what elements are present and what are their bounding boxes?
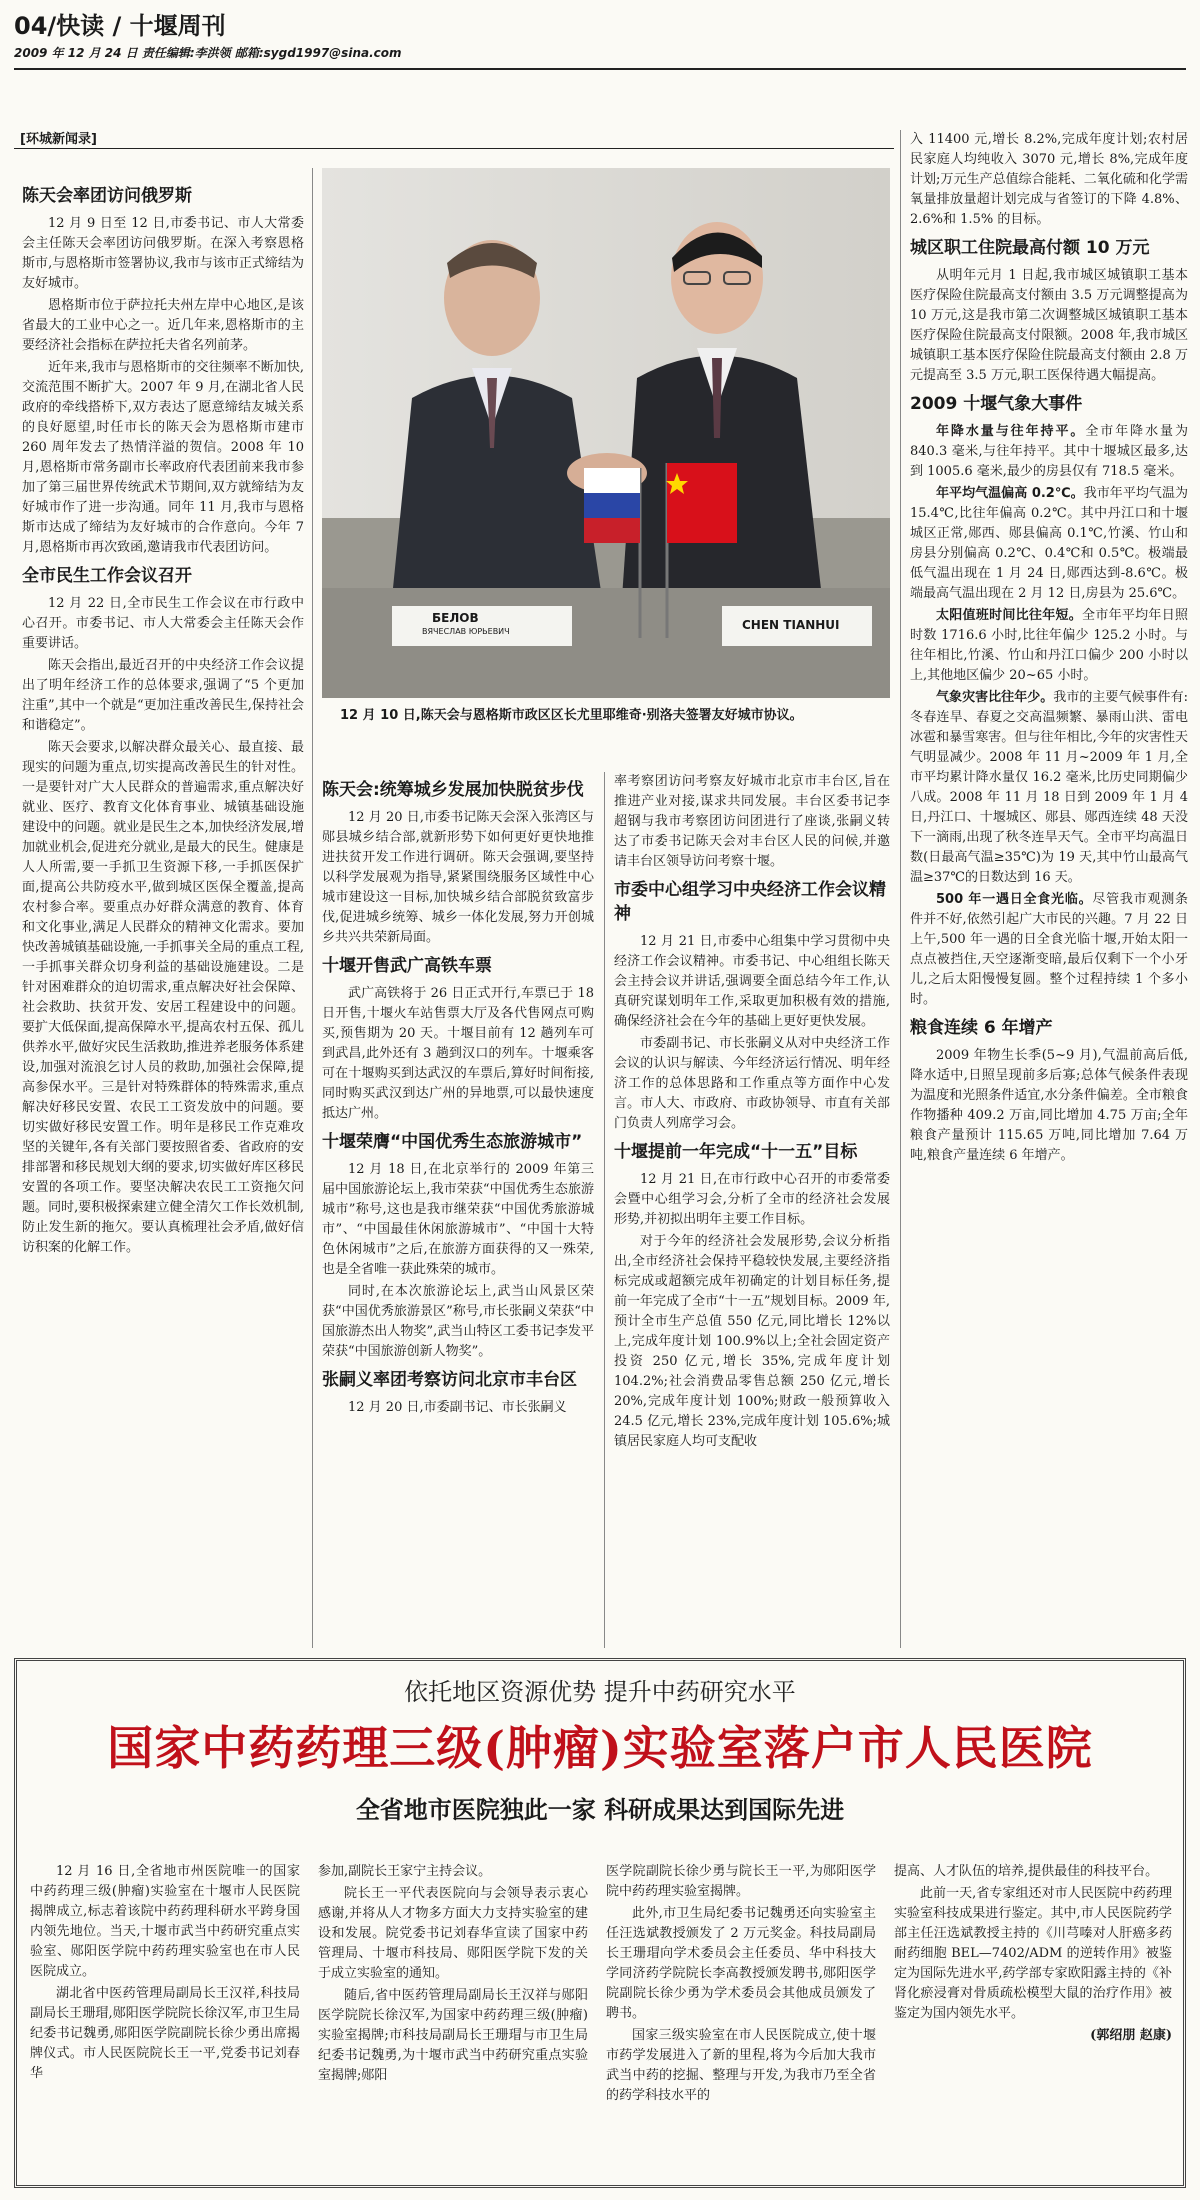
article-paragraph: 入 11400 元,增长 8.2%,完成年度计划;农村居民家庭人均纯收入 3070 元,增长 8%,完成年度计划;万元生产总值综合能耗、二氧化硫和化学需氧量排放量超计划完成与省签订的下降 4.8%、2.6%和 1.5% 的目标。 [910, 132, 1188, 227]
paragraph-text: 尽管我市观测条件并不好,依然引起广大市民的兴趣。7 月 22 日上午,500 年一遇的日全食光临十堰,开始太阳一点点被挡住,天空逐渐变暗,最后仅剩下一个小牙儿,之后太阳慢慢复圆。整个过程持续 1 个多小时。 [910, 892, 1188, 1007]
article-title: 全市民生工作会议召开 [22, 566, 192, 586]
paragraph-text: 我市的主要气候事件有:冬春连旱、春夏之交高温频繁、暴雨山洪、雷电冰雹和暴雪寒害。但与往年相比,今年的灾害性天气明显减少。2008 年 11 月~2009 年 1 月,全市平均累计降水量仅 16.2 毫米,比历史同期偏少八成。2008 年 11 月 18 日到 2009 年 1 月 4 日,丹江口、十堰城区、郧县、郧西连续 48 天没下一滴雨,出现了秋冬连旱天气。全市平均高温日数(日最高气温≥35℃)为 19 天,其中竹山最高气温≥37℃的日数达到 16 天。 [910, 690, 1188, 885]
column-2 [322, 772, 594, 1648]
photo-caption: 12 月 10 日,陈天会与恩格斯市政区区长尤里耶维奇·别洛夫签署友好城市协议。 [340, 708, 803, 723]
article-paragraph: 湖北省中医药管理局副局长王汉祥,科技局副局长王珊瑁,郧阳医学院院长徐汉军,市卫生局纪委书记魏勇,郧阳医学院副院长徐少勇出席揭牌仪式。市人民医院院长王一平,党委书记刘春华 [30, 1986, 300, 2081]
article-paragraph: 12 月 9 日至 12 日,市委书记、市人大常委会主任陈天会率团访问俄罗斯。在深入考察恩格斯市,与恩格斯市签署协议,我市与该市正式缔结为友好城市。 [22, 216, 304, 291]
lead-in: 气象灾害比往年少。 [936, 690, 1054, 705]
lead-in: 500 年一遇日全食光临。 [936, 892, 1093, 907]
article-paragraph: 12 月 20 日,市委书记陈天会深入张湾区与郧县城乡结合部,就新形势下如何更好更快地推进扶贫开发工作进行调研。陈天会强调,要坚持以科学发展观为指导,紧紧围绕服务区域性中心城市建设这一目标,加快城乡结合部脱贫致富步伐,促进城乡统筹、城乡一体化发展,努力开创城乡共兴共荣新局面。 [322, 810, 594, 945]
article-paragraph: 市委副书记、市长张嗣义从对中央经济工作会议的认识与解读、今年经济运行情况、明年经济工作的总体思路和工作重点等方面作中心发言。市人大、市政府、市政协领导、市直有关部门负责人列席学习会。 [614, 1036, 890, 1131]
page-title: 04/快读 / 十堰周刊 [14, 12, 226, 40]
column-4 [910, 130, 1188, 1648]
feature-column-2 [318, 1862, 588, 2178]
article-paragraph [910, 484, 1188, 604]
article-title: 张嗣义率团考察访问北京市丰台区 [322, 1370, 577, 1390]
feature-kicker: 依托地区资源优势 提升中药研究水平 [404, 1678, 796, 1706]
article-paragraph: 参加,副院长王家宁主持会议。 [318, 1864, 492, 1879]
nameplate-left-sub: ВЯЧЕСЛАВ ЮРЬЕВИЧ [422, 627, 510, 636]
paragraph-text: 全市年降水量为 840.3 毫米,与往年持平。其中十堰城区最多,达到 1005.6 毫米,最少的房县仅有 718.5 毫米。 [910, 424, 1188, 479]
article-paragraph: 随后,省中医药管理局副局长王汉祥与郧阳医学院院长徐汉军,为国家中药药理三级(肿瘤)实验室揭牌;市科技局副局长王珊瑁与市卫生局纪委书记魏勇,为十堰市武当中药研究重点实验室揭牌;郧阳 [318, 1988, 588, 2083]
article-paragraph: 近年来,我市与恩格斯市的交往频率不断加快,交流范围不断扩大。2007 年 9 月,在湖北省人民政府的牵线搭桥下,双方表达了愿意缔结友城关系的良好愿望,时任市长的陈天会为恩格斯市建市 260 周年发去了热情洋溢的贺信。2008 年 10 月,恩格斯市常务副市长率政府代表团前来我市参加了第三届世界传统武术节期间,双方就缔结为友好城市作了进一步沟通。同年 11 月,我市与恩格斯市达成了缔结为友好城市的合作意向。今年 7 月,恩格斯市再次致函,邀请我市代表团访问。 [22, 360, 304, 555]
nameplate-left: БЕЛОВ [432, 611, 479, 625]
article-paragraph: 提高、人才队伍的培养,提供最佳的科技平台。 [894, 1864, 1159, 1879]
column-3 [614, 772, 890, 1648]
article-paragraph: 同时,在本次旅游论坛上,武当山风景区荣获“中国优秀旅游景区”称号,市长张嗣义荣获“中国旅游杰出人物奖”,武当山特区工委书记李发平荣获“中国旅游创新人物奖”。 [322, 1284, 594, 1359]
article-title: 市委中心组学习中央经济工作会议精神 [614, 880, 886, 924]
article-paragraph [910, 890, 1188, 1010]
feature-headline: 国家中药药理三级(肿瘤)实验室落户市人民医院 [107, 1721, 1093, 1775]
column-divider [900, 130, 901, 1648]
article-paragraph: 从明年元月 1 日起,我市城区城镇职工基本医疗保险住院最高支付额由 3.5 万元调整提高为 10 万元,这是我市第二次调整城区城镇职工基本医疗保险住院最高支付限额。2008 年,我市城区城镇职工基本医疗保险住院最高支付额由 2.8 万元提高至 3.5 万元,职工医保待遇大幅提高。 [910, 268, 1188, 383]
paragraph-text: 全市年平均年日照时数 1716.6 小时,比往年偏少 125.2 小时。与往年相比,竹溪、竹山和丹江口偏少 200 小时以上,其他地区偏少 20~65 小时。 [910, 608, 1188, 683]
masthead [14, 4, 1186, 66]
article-paragraph: 率考察团访问考察友好城市北京市丰台区,旨在推进产业对接,谋求共同发展。丰台区委书记李超钢与我市考察团访问团进行了座谈,张嗣义转达了市委书记陈天会对丰台区人民的问候,并邀请丰台区领导访问考察十堰。 [614, 774, 890, 869]
news-photo [322, 168, 890, 698]
article-paragraph: 陈天会指出,最近召开的中央经济工作会议提出了明年经济工作的总体要求,强调了“5 个更加注重”,其中一个就是“更加注重改善民生,保持社会和谐稳定”。 [22, 658, 304, 733]
article-paragraph [910, 688, 1188, 888]
feature-subhead: 全省地市医院独此一家 科研成果达到国际先进 [355, 1796, 845, 1824]
article-paragraph: 12 月 20 日,市委副书记、市长张嗣义 [348, 1400, 567, 1415]
lead-in: 太阳值班时间比往年短。 [936, 608, 1083, 623]
header-rule [14, 68, 1186, 70]
article-paragraph: 12 月 16 日,全省地市州医院唯一的国家中药药理三级(肿瘤)实验室在十堰市人民医院揭牌成立,标志着该院中药药理科研水平跨身国内领先地位。当天,十堰市武当中药研究重点实验室、郧阳医学院中药药理实验室也在市人民医院成立。 [30, 1864, 300, 1979]
article-title: 城区职工住院最高付额 10 万元 [910, 238, 1150, 258]
article-paragraph [910, 422, 1188, 482]
article-paragraph: 此外,市卫生局纪委书记魏勇还向实验室主任汪选斌教授颁发了 2 万元奖金。科技局副局长王珊瑁向学术委员会主任委员、华中科技大学同济药学院院长李高教授颁发聘书,郧阳医学院副院长徐少勇为学术委员会其他成员颁发了聘书。 [606, 1906, 876, 2021]
article-paragraph: 2009 年物生长季(5~9 月),气温前高后低,降水适中,日照呈现前多后寡;总体气候条件表现为温度和光照条件适宜,水分条件偏差。全市粮食作物播种 409.2 万亩,同比增加 4.75 万亩;全年粮食产量预计 115.65 万吨,同比增加 7.64 万吨,粮食产量连续 6 年增产。 [910, 1048, 1188, 1163]
article-paragraph [910, 606, 1188, 686]
page-info: 2009 年 12 月 24 日 责任编辑:李洪领 邮箱:sygd1997@sina.com [14, 46, 402, 60]
article-title: 十堰荣膺“中国优秀生态旅游城市” [322, 1132, 583, 1152]
feature-column-3 [606, 1862, 876, 2178]
byline: (郭绍朋 赵康) [1090, 2028, 1172, 2043]
article-paragraph: 恩格斯市位于萨拉托夫州左岸中心地区,是该省最大的工业中心之一。近几年来,恩格斯市的主要经济社会指标在萨拉托夫省名列前茅。 [22, 298, 304, 353]
article-title: 陈天会率团访问俄罗斯 [22, 186, 192, 206]
article-paragraph: 陈天会要求,以解决群众最关心、最直接、最现实的问题为重点,切实提高改善民生的针对性。一是要针对广大人民群众的普遍需求,重点解决好就业、医疗、教育文化体育事业、城镇基础设施建设中的问题。就业是民生之本,加快经济发展,增加就业机会,促进充分就业,是最大的民生。健康是人人所需,要一手抓卫生资源下移,一手抓医保扩面,提高公共防疫水平,做到城区医保全覆盖,提高农村参合率。要重点办好群众满意的教育、体育和文化事业,满足人民群众的精神文化需求。要加快改善城镇基础设施,一手抓事关全局的重点工程,一手抓事关群众切身利益的基础设施建设。二是针对困难群众的迫切需求,重点解决好社会保障、社会救助、扶贫开发、安居工程建设中的问题。要扩大低保面,提高保障水平,提高农村五保、孤儿供养水平,做好灾民生活救助,推进养老服务体系建设,加强对流浪乞讨人员的救助,加强社会保障,提高参保水平。三是针对特殊群体的特殊需求,重点解决好移民安置、农民工工资发放中的问题。要切实做好移民安置工作。明年是移民工作克难攻坚的关键年,各有关部门要按照省委、省政府的安排部署和移民规划大纲的要求,切实做好库区移民安置的各项工作。要坚决解决农民工工资拖欠问题。同时,要积极探索建立健全清欠工作长效机制,防止发生新的拖欠。要认真梳理社会矛盾,做好信访积案的化解工作。 [22, 740, 304, 1255]
article-title: 粮食连续 6 年增产 [910, 1018, 1053, 1038]
column-divider [604, 772, 605, 1648]
section-tag: [环城新闻录] [20, 132, 97, 147]
article-paragraph: 12 月 22 日,全市民生工作会议在市行政中心召开。市委书记、市人大常委会主任陈天会作重要讲话。 [22, 596, 304, 651]
feature-column-4 [894, 1862, 1172, 2178]
article-paragraph: 此前一天,省专家组还对市人民医院中药药理实验室科技成果进行鉴定。其中,市人民医院药学部主任汪选斌教授主持的《川芎嗪对人肝癌多药耐药细胞 BEL—7402/ADM 的逆转作用》被鉴定为国际先进水平,药学部专家欧阳露主持的《补肾化瘀浸膏对骨质疏松模型大鼠的治疗作用》被鉴定为国内领先水平。 [894, 1886, 1172, 2021]
article-paragraph: 医学院副院长徐少勇与院长王一平,为郧阳医学院中药药理实验室揭牌。 [606, 1864, 876, 1899]
column-1 [22, 178, 304, 1648]
article-paragraph: 对于今年的经济社会发展形势,会议分析指出,全市经济社会保持平稳较快发展,主要经济指标完成或超额完成年初确定的计划目标任务,提前一年完成了全市“十一五”规划目标。2009 年,预计全市生产总值 550 亿元,同比增长 12%以上,完成年度计划 100.9%以上;全社会固定资产投资 250 亿元,增长 35%,完成年度计划 104.2%;社会消费品零售总额 250 亿元,增长 20%,完成年度计划 100%;财政一般预算收入 24.5 亿元,增长 23%,完成年度计划 105.6%;城镇居民家庭人均可支配收 [614, 1234, 890, 1449]
article-title: 陈天会:统筹城乡发展加快脱贫步伐 [322, 780, 584, 800]
column-divider [312, 168, 313, 1648]
article-paragraph: 12 月 21 日,市委中心组集中学习贯彻中央经济工作会议精神。市委书记、中心组组长陈天会主持会议并讲话,强调要全面总结今年工作,认真研究谋划明年工作,采取更加积极有效的措施,确保经济社会在今年的基础上更好更快发展。 [614, 934, 890, 1029]
section-rule [14, 148, 894, 149]
lead-in: 年平均气温偏高 0.2℃。 [936, 486, 1084, 501]
lead-in: 年降水量与往年持平。 [936, 424, 1086, 439]
article-paragraph: 国家三级实验室在市人民医院成立,使十堰市药学发展进入了新的里程,将为今后加大我市武当中药的挖掘、整理与开发,为我市乃至全省的药学科技水平的 [606, 2028, 876, 2103]
article-paragraph: 院长王一平代表医院向与会领导表示衷心感谢,并将从人才物多方面大力支持实验室的建设和发展。院党委书记刘春华宣读了国家中药管理局、十堰市科技局、郧阳医学院下发的关于成立实验室的通知。 [318, 1886, 588, 1981]
article-title: 十堰提前一年完成“十一五”目标 [614, 1142, 858, 1162]
article-paragraph: 武广高铁将于 26 日正式开行,车票已于 18 日开售,十堰火车站售票大厅及各代售网点可购买,预售期为 20 天。十堰目前有 12 趟列车可到武昌,此外还有 3 趟到汉口的列车。十堰乘客可在十堰购买到达武汉的车票后,算好时间衔接,同时购买武汉到达广州的异地票,可以最快速度抵达广州。 [322, 986, 594, 1121]
nameplate-right: CHEN TIANHUI [742, 618, 840, 632]
feature-column-1 [30, 1862, 300, 2178]
article-paragraph: 12 月 21 日,在市行政中心召开的市委常委会暨中心组学习会,分析了全市的经济社会发展形势,并初拟出明年主要工作目标。 [614, 1172, 890, 1227]
paragraph-text: 我市年平均气温为 15.4℃,比往年偏高 0.2℃。其中丹江口和十堰城区正常,郧西、郧县偏高 0.1℃,竹溪、竹山和房县分别偏高 0.2℃、0.4℃和 0.5℃。极端最低气温出现在 1 月 24 日,郧西达到-8.6℃。极端最高气温出现在 2 月 12 日,房县为 25.6℃。 [910, 486, 1188, 601]
article-paragraph: 12 月 18 日,在北京举行的 2009 年第三届中国旅游论坛上,我市荣获“中国优秀生态旅游城市”称号,这也是我市继荣获“中国优秀旅游城市”、“中国最佳休闲旅游城市”、“中国十大特色休闲城市”之后,在旅游方面获得的又一殊荣,也是全省唯一获此殊荣的城市。 [322, 1162, 594, 1277]
article-title: 2009 十堰气象大事件 [910, 394, 1083, 414]
article-title: 十堰开售武广高铁车票 [322, 956, 492, 976]
